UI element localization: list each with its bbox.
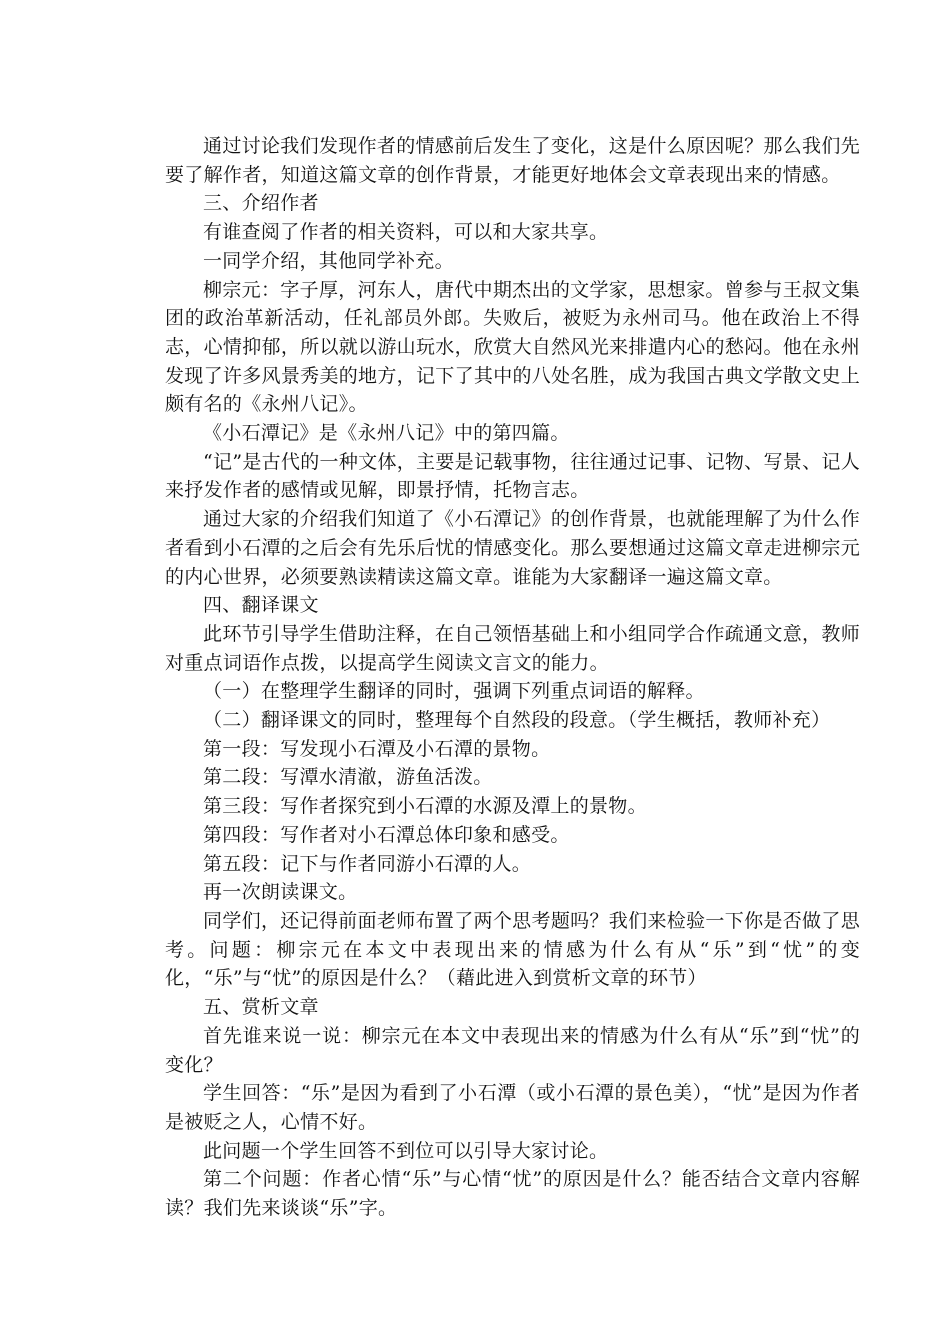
paragraph-guide-discussion: 此问题一个学生回答不到位可以引导大家讨论。	[203, 1139, 609, 1162]
paragraph-section-five: 第五段：记下与作者同游小石潭的人。	[203, 852, 532, 875]
paragraph-section-three: 第三段：写作者探究到小石潭的水源及潭上的景物。	[203, 795, 647, 818]
paragraph-first-question: 首先谁来说一说：柳宗元在本文中表现出来的情感为什么有从“乐”到“忧”的变化？	[165, 1024, 860, 1076]
paragraph-fourth-article: 《小石潭记》是《永州八记》中的第四篇。	[203, 422, 570, 445]
paragraph-key-words: （一）在整理学生翻译的同时，强调下列重点词语的解释。	[203, 680, 705, 703]
paragraph-translation-guidance: 此环节引导学生借助注释，在自己领悟基础上和小组同学合作疏通文意，教师对重点词语作点拨，以提高学生阅读文言文的能力。	[165, 622, 860, 674]
paragraph-background-summary: 通过大家的介绍我们知道了《小石潭记》的创作背景，也就能理解了为什么作者看到小石潭的之后会有先乐后忧的情感变化。那么要想通过这篇文章走进柳宗元的内心世界，必须要熟读精读这篇文章。谁能为大家翻译一遍这篇文章。	[165, 508, 860, 588]
paragraph-second-question: 第二个问题：作者心情“乐”与心情“忧”的原因是什么？能否结合文章内容解读？我们先来谈谈“乐”字。	[165, 1168, 860, 1220]
paragraph-ji-genre: “记”是古代的一种文体，主要是记载事物，往往通过记事、记物、写景、记人来抒发作者的感情或见解，即景抒情，托物言志。	[165, 450, 860, 502]
document-body	[165, 132, 860, 1223]
paragraph-reason-for-change: 通过讨论我们发现作者的情感前后发生了变化，这是什么原因呢？那么我们先要了解作者，知道这篇文章的创作背景，才能更好地体会文章表现出来的情感。	[165, 135, 860, 186]
section-heading-introduce-author: 三、介绍作者	[203, 192, 319, 215]
paragraph-section-one: 第一段：写发现小石潭及小石潭的景物。	[203, 737, 551, 760]
paragraph-thinking-questions: 同学们，还记得前面老师布置了两个思考题吗？我们来检验一下你是否做了思考。问题：柳宗元在本文中表现出来的情感为什么有从“乐”到“忧”的变化，“乐”与“忧”的原因是什么？（藉此进入到赏析文章的环节）	[165, 909, 860, 990]
paragraph-section-four: 第四段：写作者对小石潭总体印象和感受。	[203, 823, 570, 846]
paragraph-student-introduction: 一同学介绍，其他同学补充。	[203, 249, 454, 272]
paragraph-read-again: 再一次朗读课文。	[203, 881, 358, 904]
paragraph-liu-zongyuan-bio: 柳宗元：字子厚，河东人，唐代中期杰出的文学家，思想家。曾参与王叔文集团的政治革新活动，任礼部员外郎。失败后，被贬为永州司马。他在政治上不得志，心情抑郁，所以就以游山玩水，欣赏大自然风光来排遣内心的愁闷。他在永州发现了许多风景秀美的地方，记下了其中的八处名胜，成为我国古典文学散文史上颇有名的《永州八记》。	[165, 278, 860, 416]
paragraph-student-answer: 学生回答：“乐”是因为看到了小石潭（或小石潭的景色美），“忧”是因为作者是被贬之人，心情不好。	[165, 1082, 860, 1133]
paragraph-section-meanings: （二）翻译课文的同时，整理每个自然段的段意。（学生概括，教师补充）	[203, 709, 831, 732]
section-heading-appreciate-text: 五、赏析文章	[203, 996, 319, 1019]
paragraph-section-two: 第二段：写潭水清澈，游鱼活泼。	[203, 766, 493, 789]
section-heading-translate-text: 四、翻译课文	[203, 594, 319, 617]
paragraph-share-materials: 有谁查阅了作者的相关资料，可以和大家共享。	[203, 221, 609, 244]
